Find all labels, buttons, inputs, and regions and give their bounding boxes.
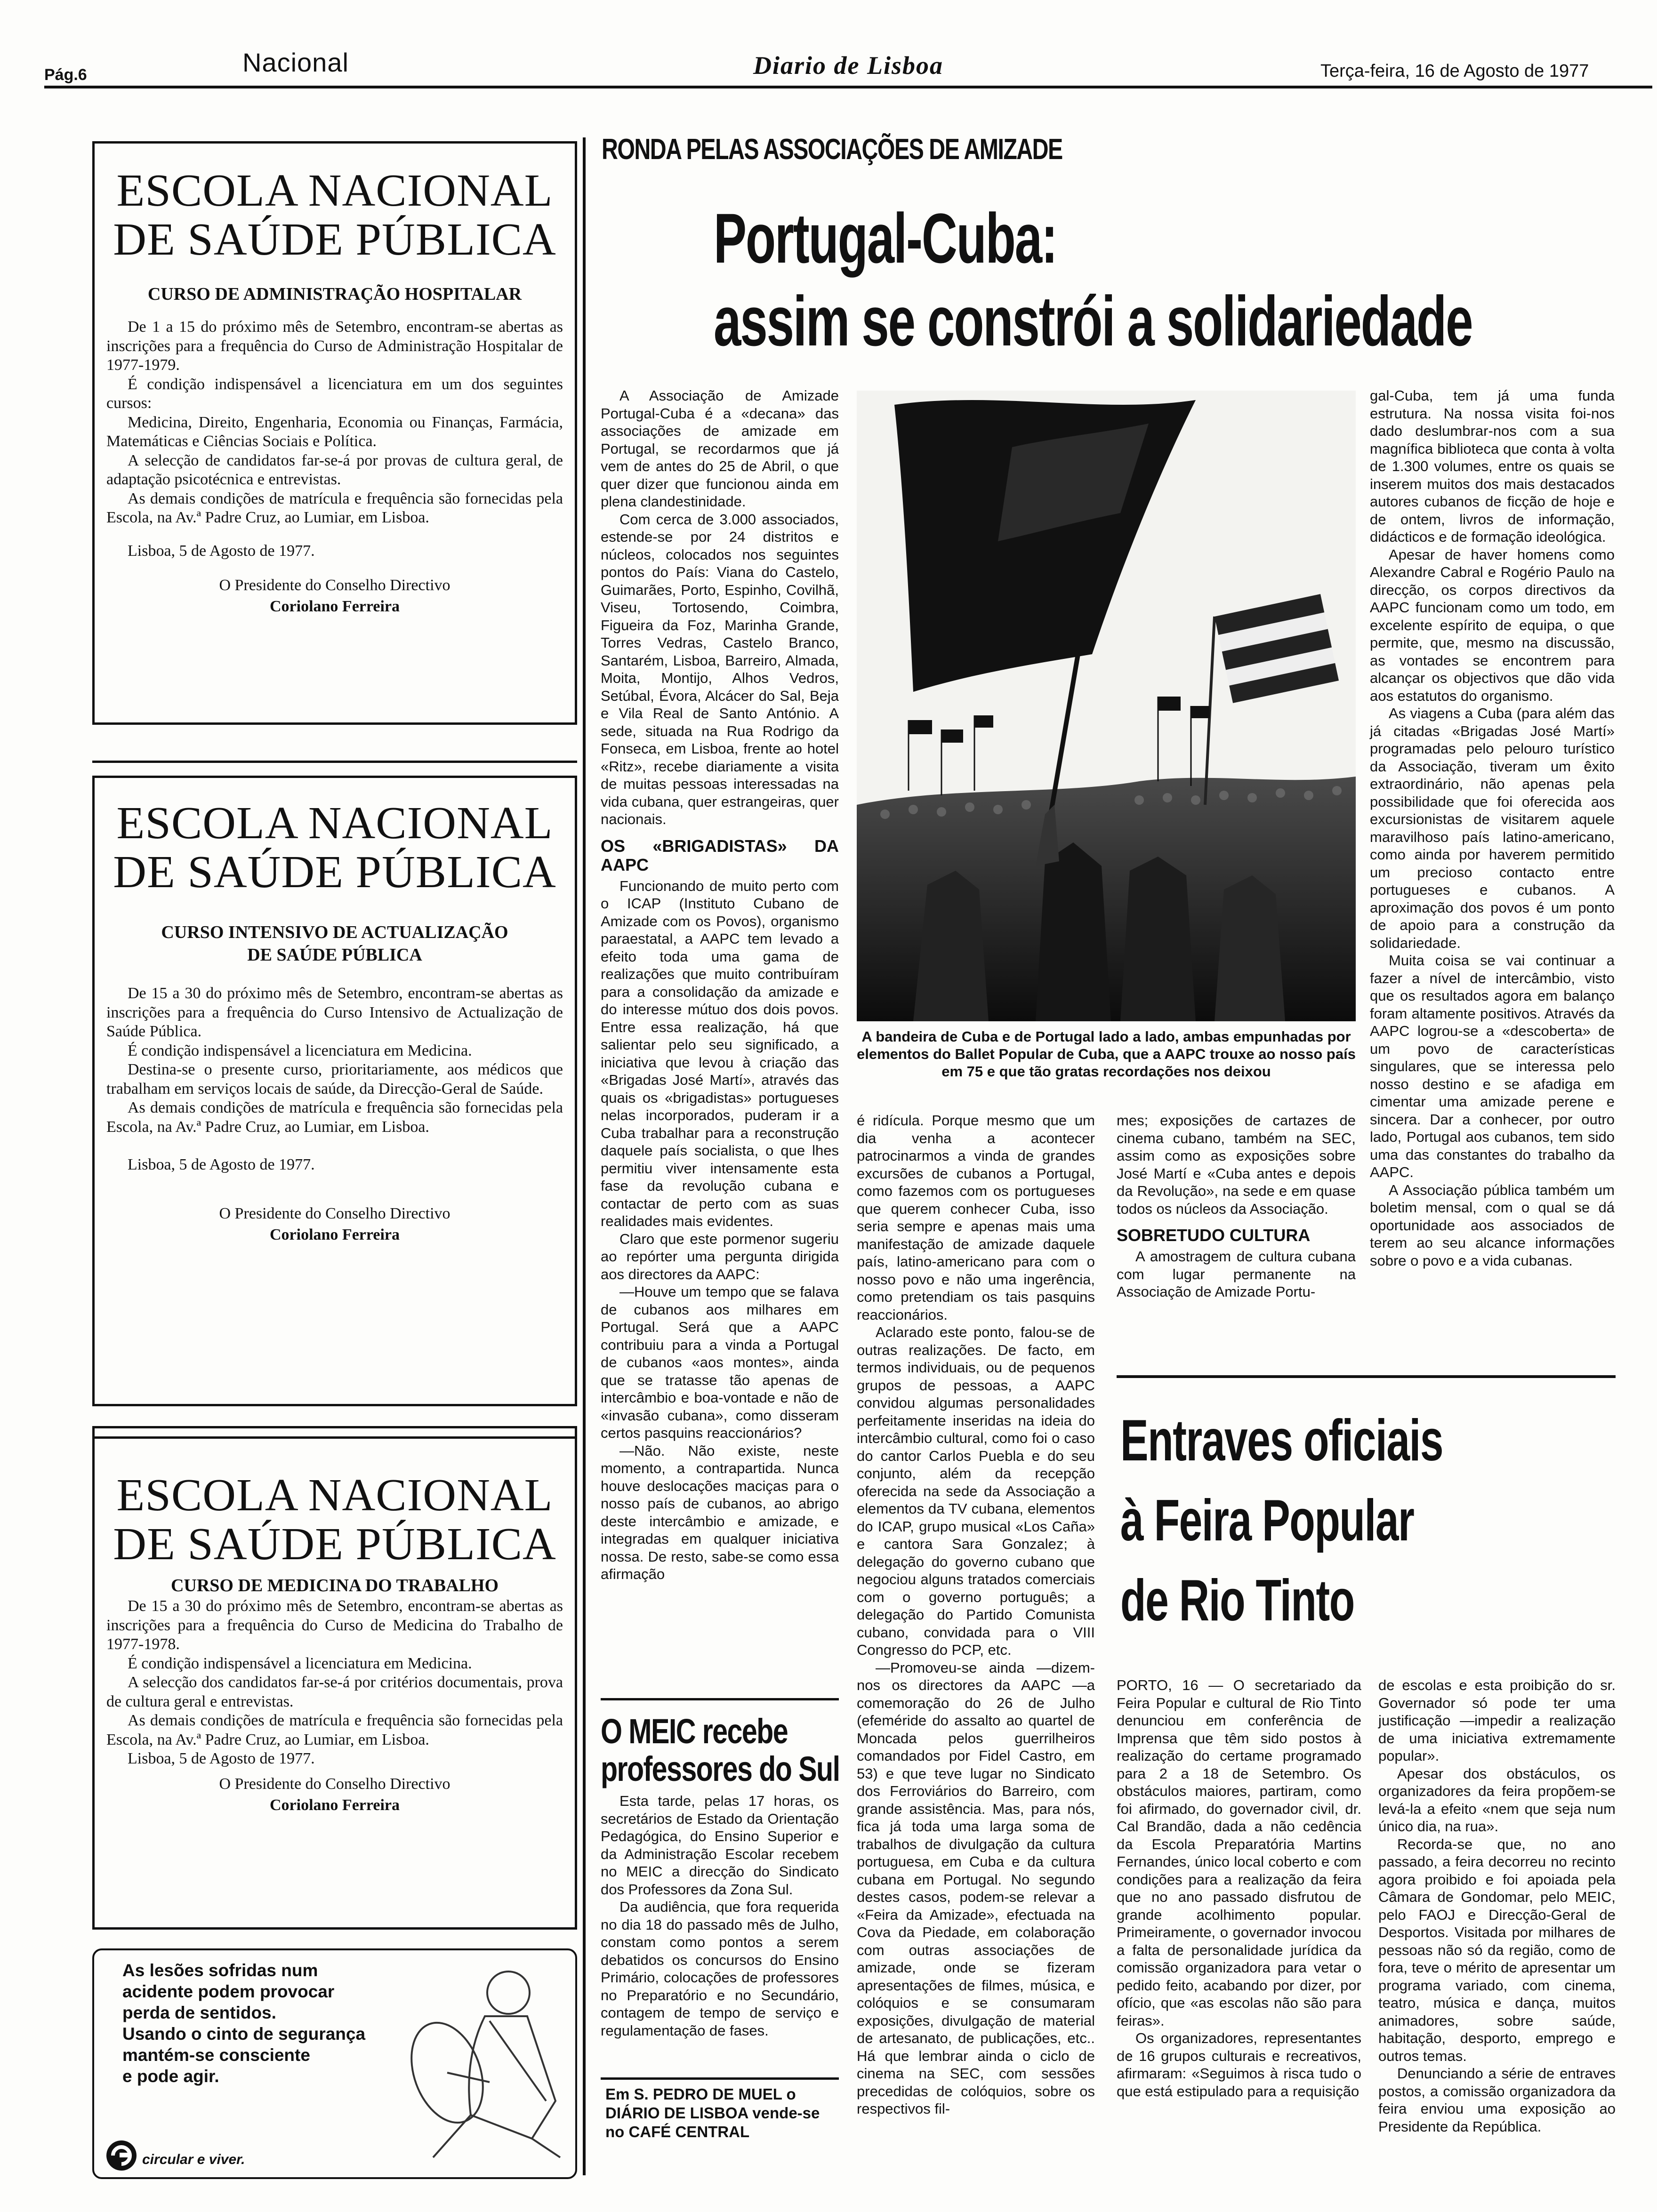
ad-body (106, 318, 563, 561)
divider (601, 2077, 839, 2080)
ad-date: Lisboa, 5 de Agosto de 1977. (128, 1750, 315, 1767)
ad-paragraph: É condição indispensável a licenciatura em Medicina. (128, 1042, 472, 1059)
seatbelt-line: perda de sentidos. (122, 2003, 276, 2022)
article-column-4 (1370, 387, 1615, 1269)
ad-paragraph: Destina-se o presente curso, prioritariamente, aos médicos que trabalham em serviços locais de saúde, da Direcção-Geral de Saúde. (106, 1061, 563, 1098)
ad-paragraph: A selecção de candidatos far-se-á por provas de cultura geral, de adaptação psicotécnica e entrevistas. (106, 451, 563, 488)
section-name: Nacional (242, 48, 349, 77)
ad-body (106, 1597, 563, 1769)
headline-line1: Portugal-Cuba: (714, 199, 1057, 278)
ad-paragraph: As demais condições de matrícula e frequência são fornecidas pela Escola, na Av.ª Padre Cruz, ao Lumiar, em Lisboa. (106, 1712, 563, 1748)
article-paragraph: A Associação pública também um boletim mensal, com o qual se dá oportunidade aos associados de terem ao seu alcance informações sobre o povo e a vida cubanas. (1370, 1181, 1615, 1269)
article-paragraph: de escolas e esta proibição do sr. Governador só pode ter uma justificação —impedir a realização de uma iniciativa extremamente popular». (1378, 1677, 1616, 1764)
issue-date: Terça-feira, 16 de Agosto de 1977 (1320, 61, 1589, 81)
ad-subtitle: CURSO DE ADMINISTRAÇÃO HOSPITALAR (147, 284, 522, 304)
article-paragraph: Apesar de haver homens como Alexandre Cabral e Rogério Paulo na direcção, os corpos directivos da AAPC funcionam como um todo, em excelente espírito de equipa, o que permite, que, mesmo na discussão, as vontades se encontrem para alcançar os objectivos que dão vida aos estatutos do organismo. (1370, 546, 1615, 704)
article-paragraph: Os organizadores, representantes de 16 grupos culturais e recreativos, afirmaram: «Seguimos à risca tudo o que está estipulado para a requisição (1117, 2030, 1361, 2100)
ad-paragraph: As demais condições de matrícula e frequência são fornecidas pela Escola, na Av.ª Padre Cruz, ao Lumiar, em Lisboa. (106, 489, 563, 526)
article-paragraph: A amostragem de cultura cubana com lugar permanente na Associação de Amizade Portu- (1117, 1248, 1356, 1300)
divider (1117, 1375, 1616, 1378)
article-paragraph: —Houve um tempo que se falava de cubanos aos milhares em Portugal. Será que a AAPC contribuiu para a vinda a Portugal de cubanos «aos montes», ainda que se tratasse tão apenas de intercâmbio e boa-vontade e não de «invasão cubana», como disseram certos pasquins reaccionários? (601, 1283, 839, 1441)
logo-text: circular e viver. (142, 2152, 245, 2167)
ad-paragraph: De 1 a 15 do próximo mês de Setembro, encontram-se abertas as inscrições para a frequência do Curso de Administração Hospitalar de 1977-1979. (106, 318, 563, 374)
article-paragraph: é ridícula. Porque mesmo que um dia venha a acontecer patrocinarmos a vinda de grandes excursões de cubanos a Portugal, como fazemos com os portugueses que querem conhecer Cuba, isso seria sempre e apenas mais uma manifestação de amizade daquele país, latino-americano para com o nosso povo e não uma ingerência, como pretendiam os tais pasquins reaccionários. (857, 1112, 1095, 1323)
ad-public-health-course (92, 776, 577, 1406)
ad-title-line1: ESCOLA NACIONAL (116, 165, 553, 216)
ad-title-line2: DE SAÚDE PÚBLICA (113, 214, 556, 265)
driver-seatbelt-illustration (377, 1960, 570, 2162)
ad-paragraph: É condição indispensável a licenciatura em um dos seguintes cursos: (106, 375, 563, 412)
ad-signer-title: O Presidente do Conselho Directivo (219, 1775, 450, 1793)
ad-date: Lisboa, 5 de Agosto de 1977. (128, 542, 315, 560)
logo-icon (105, 2139, 138, 2172)
circular-viver-logo (105, 2139, 260, 2172)
ad-subtitle: CURSO DE MEDICINA DO TRABALHO (170, 1576, 499, 1595)
ad-subtitle-line2: DE SAÚDE PÚBLICA (247, 945, 422, 965)
article-paragraph: mes; exposições de cartazes de cinema cubano, também na SEC, assim como as exposições sobre José Martí e «Cuba antes e depois da Revolução», na sede e em quase todos os núcleos da Associação. (1117, 1112, 1356, 1217)
meic-article-body (601, 1792, 839, 2039)
meic-headline-line2: professores do Sul (601, 1749, 840, 1788)
article-paragraph: —Não. Não existe, neste momento, a contrapartida. Nunca houve deslocações maciças para o nosso país de cubanos, ao abrigo deste intercâmbio e amizade, e integradas em qualquer iniciativa nossa. De resto, sabe-se como essa afirmação (601, 1442, 839, 1582)
feira-headline-line1: Entraves oficiais (1120, 1408, 1443, 1473)
feira-column-2 (1378, 1676, 1616, 2135)
feira-column-1 (1117, 1676, 1361, 2100)
divider (92, 761, 577, 763)
article-paragraph: Funcionando de muito perto com o ICAP (Instituto Cubano de Amizade com os Povos), organismo paraestatal, a AAPC tem levado a efeito toda uma gama de realizações que muito contribuíram para a consolidação da amizade e do interesse mútuo dos dois povos. Entre essa realização, há que salientar pelo seu significado, a iniciativa que levou à criação das «Brigadas José Martí», através das quais os «brigadistas» portugueses nelas incorporados, puderam ir a Cuba trabalhar para a reconstrução daquele país socialista, o que lhes permitiu viver intensamente esta fase da revolução cubana e contactar de perto com as suas realidades mais evidentes. (601, 877, 839, 1229)
photo-caption: A bandeira de Cuba e de Portugal lado a lado, ambas empunhadas por elementos do Ballet Popular de Cuba, que a AAPC trouxe ao nosso país em 75 e que tão gratas recordações nos deixou (857, 1028, 1356, 1080)
subheading-sobretudo-cultura: SOBRETUDO CULTURA (1117, 1226, 1311, 1245)
article-paragraph: As viagens a Cuba (para além das já citadas «Brigadas José Martí» programadas pelo pelouro turístico da Associação, tiveram um êxito extraordinário, não apenas pela possibilidade que foi oferecida aos excursionistas de visitarem aquele maravilhoso país latino-americano, como ainda por haverem permitido um precioso contacto entre portugueses e cubanos. A aproximação dos povos é um ponto de apoio para a construção da solidariedade. (1370, 705, 1615, 951)
seatbelt-line: acidente podem provocar (122, 1982, 335, 2001)
feira-headline-line2: à Feira Popular (1120, 1488, 1414, 1553)
ad-signer-title: O Presidente do Conselho Directivo (219, 1204, 450, 1222)
ad-body (106, 984, 563, 1175)
article-column-1 (601, 387, 839, 1583)
feira-headline-line3: de Rio Tinto (1120, 1568, 1354, 1633)
article-paragraph: Muita coisa se vai continuar a fazer a nível de intercâmbio, visto que os resultados agora em balanço foram altamente positivos. Através da AAPC logrou-se a «descoberta» de um povo de características singulares, que se interessa pelo nosso destino e se afadiga em cimentar uma amizade perene e sincera. Dar a conhecer, por outro lado, Portugal aos cubanos, tem sido uma das constantes do trabalho da AAPC. (1370, 952, 1615, 1180)
ad-hospital-administration (92, 141, 577, 725)
meic-headline-line1: O MEIC recebe (601, 1712, 788, 1751)
ad-paragraph: De 15 a 30 do próximo mês de Setembro, encontram-se abertas as inscrições para a frequência do Curso de Medicina do Trabalho de 1977-1978. (106, 1597, 563, 1653)
ad-title-line1: ESCOLA NACIONAL (116, 1470, 553, 1521)
divider (601, 1698, 839, 1700)
article-paragraph: Recorda-se que, no ano passado, a feira decorreu no recinto agora proibido e foi apoiada pela Câmara de Gondomar, pelo MEIC, pelo FAOJ e Direcção-Geral de Desportos. Visitada por milhares de pessoas não só da região, como de fora, teve o mérito de apresentar um programa variado, com cinema, teatro, música e dança, muitos animadores, sobre saúde, habitação, desporto, emprego e outros temas. (1378, 1835, 1616, 2064)
sales-notice: Em S. PEDRO DE MUEL o DIÁRIO DE LISBOA vende-se no CAFÉ CENTRAL (605, 2085, 820, 2140)
ad-signer-name: Coriolano Ferreira (269, 1226, 400, 1243)
ad-signer-title: O Presidente do Conselho Directivo (219, 577, 450, 594)
article-paragraph: Denunciando a série de entraves postos, a comissão organizadora da feira enviou uma exposição ao Presidente da República. (1378, 2065, 1616, 2135)
article-paragraph: Esta tarde, pelas 17 horas, os secretários de Estado da Orientação Pedagógica, do Ensino Superior e da Administração Escolar recebem no MEIC a direcção do Sindicato dos Professores da Zona Sul. (601, 1793, 839, 1898)
article-paragraph: Da audiência, que fora requerida no dia 18 do passado mês de Julho, constam como pontos a serem debatidos os concursos do Ensino Primário, colocações de professores no Preparatório e no Secundário, contagem de tempo de serviço e regulamentação de fases. (601, 1899, 839, 2039)
page-number: Pág.6 (44, 66, 87, 84)
article-paragraph: A Associação de Amizade Portugal-Cuba é a «decana» das associações de amizade em Portugal, se recordarmos que já vem de antes do 25 de Abril, o que quer dizer que funcionou ainda em plena clandestinidade. (601, 387, 839, 510)
ad-occupational-medicine (92, 1426, 577, 1930)
subheading-brigadistas: OS «BRIGADISTAS» DA AAPC (601, 836, 839, 874)
article-column-3 (1117, 1112, 1356, 1301)
ad-title-line1: ESCOLA NACIONAL (116, 798, 553, 849)
article-column-2 (857, 1112, 1095, 2118)
article-paragraph: Aclarado este ponto, falou-se de outras realizações. De facto, em termos individuais, ou de pequenos grupos de pessoas, a AAPC convidou algumas personalidades perfeitamente inseridas na ideia do intercâmbio cultural, como foi o caso do cantor Carlos Puebla e do seu conjunto, além da recepção oferecida na sede da Associação a elementos da TV cubana, elementos do ICAP, grupo musical «Los Caña» e cantora Sara Gonzalez; à delegação do governo cubano que negociou alguns tratados comerciais com o governo português; a delegação do Partido Comunista cubano, convidada para o VIII Congresso do PCP, etc. (857, 1324, 1095, 1658)
headline-line2: assim se constrói a solidariedade (714, 281, 1472, 361)
seatbelt-line: Usando o cinto de segurança (122, 2024, 366, 2044)
seatbelt-line: e pode agir. (122, 2067, 219, 2086)
ad-paragraph: Medicina, Direito, Engenharia, Economia ou Finanças, Farmácia, Matemáticas e Ciências Sociais e Política. (106, 413, 563, 450)
ad-paragraph: De 15 a 30 do próximo mês de Setembro, encontram-se abertas as inscrições para a frequência do Curso Intensivo de Actualização de Saúde Pública. (106, 985, 563, 1040)
article-paragraph: gal-Cuba, tem já uma funda estrutura. Na nossa visita foi-nos dado deslumbrar-nos com a sua magnífica biblioteca que conta à volta de 1.300 volumes, entre os quais se inserem muitos dos mais destacados autores cubanos de ficção de hoje e de ontem, livros de informação, didácticos e de formação ideológica. (1370, 387, 1615, 545)
ad-signer-name: Coriolano Ferreira (269, 598, 400, 615)
article-paragraph: Com cerca de 3.000 associados, estende-se por 24 distritos e núcleos, colocados nos seguintes pontos do País: Viana do Castelo, Guimarães, Porto, Espinho, Covilhã, Viseu, Tortosendo, Coimbra, Figueira da Foz, Marinha Grande, Torres Vedras, Castelo Branco, Santarém, Lisboa, Barreiro, Almada, Moita, Montijo, Alhos Vedros, Setúbal, Évora, Alcácer do Sal, Beja e Vila Real de Santo António. A sede, situada na Rua Rodrigo da Fonseca, em Lisboa, frente ao hotel «Ritz», recebe diariamente a visita de muitas pessoas interessadas na vida cubana, quer estrangeiras, quer nacionais. (601, 511, 839, 827)
seatbelt-ad (92, 1948, 577, 2179)
photo-flags-ballet (857, 391, 1356, 1021)
photo-image (857, 391, 1356, 1021)
ad-paragraph: A selecção dos candidatos far-se-á por critérios documentais, prova de cultura geral e entrevistas. (106, 1674, 563, 1710)
article-paragraph: Claro que este pormenor sugeriu ao repórter uma pergunta dirigida aos directores da AAPC: (601, 1230, 839, 1282)
ad-title-line2: DE SAÚDE PÚBLICA (113, 847, 556, 898)
ad-date: Lisboa, 5 de Agosto de 1977. (128, 1156, 315, 1173)
kicker: RONDA PELAS ASSOCIAÇÕES DE AMIZADE (602, 133, 1062, 166)
article-paragraph: Apesar dos obstáculos, os organizadores da feira propõem-se levá-la a efeito «nem que seja num único dia, na rua». (1378, 1765, 1616, 1835)
ad-subtitle: CURSO INTENSIVO DE ACTUALIZAÇÃO (161, 922, 508, 942)
column-rule (583, 137, 586, 2175)
header-rule (44, 86, 1652, 88)
seatbelt-line: As lesões sofridas num (122, 1961, 318, 1980)
masthead: Diario de Lisboa (753, 51, 943, 80)
ad-paragraph: As demais condições de matrícula e frequência são fornecidas pela Escola, na Av.ª Padre Cruz, ao Lumiar, em Lisboa. (106, 1099, 563, 1136)
article-paragraph: PORTO, 16 — O secretariado da Feira Popular e cultural de Rio Tinto denunciou em conferência de Imprensa que têm sido postos à realização do certame programado para 2 a 18 de Setembro. Os obstáculos maiores, partiram, como foi afirmado, do governador civil, dr. Cal Brandão, dada a não cedência da Escola Preparatória Martins Fernandes, único local coberto e com condições para a realização da feira que no ano passado disfrutou de grande acolhimento popular. Primeiramente, o governador invocou a falta de personalidade jurídica da comissão organizadora para vetar o pedido feito, acabando por dizer, por ofício, que «as escolas não são para feiras». (1117, 1677, 1361, 2029)
article-paragraph: —Promoveu-se ainda —dizem-nos os directores da AAPC —a comemoração do 26 de Julho (efeméride do assalto ao quartel de Moncada pelos guerrilheiros comandados por Fidel Castro, em 53) e que teve lugar no Sindicato dos Ferroviários do Barreiro, com grande assistência. Mas, para nós, fica já toda uma larga soma de trabalhos de divulgação da cultura portuguesa, em Cuba e da cultura cubana em Portugal. No segundo destes casos, podem-se relevar a «Feira da Amizade», efectuada na Cova da Piedade, em colaboração com outras associações de amizade, onde se fizeram apresentações de filmes, música, e colóquios e se consumaram exposições, divulgação de material de artesanato, de publicações, etc.. Há que lembrar ainda o ciclo de cinema na SEC, com sessões precedidas de colóquios, sobre os respectivos fil- (857, 1659, 1095, 2117)
ad-paragraph: É condição indispensável a licenciatura em Medicina. (128, 1654, 472, 1672)
ad-title-line2: DE SAÚDE PÚBLICA (113, 1519, 556, 1570)
seatbelt-line: mantém-se consciente (122, 2045, 310, 2065)
ad-signer-name: Coriolano Ferreira (269, 1796, 400, 1814)
